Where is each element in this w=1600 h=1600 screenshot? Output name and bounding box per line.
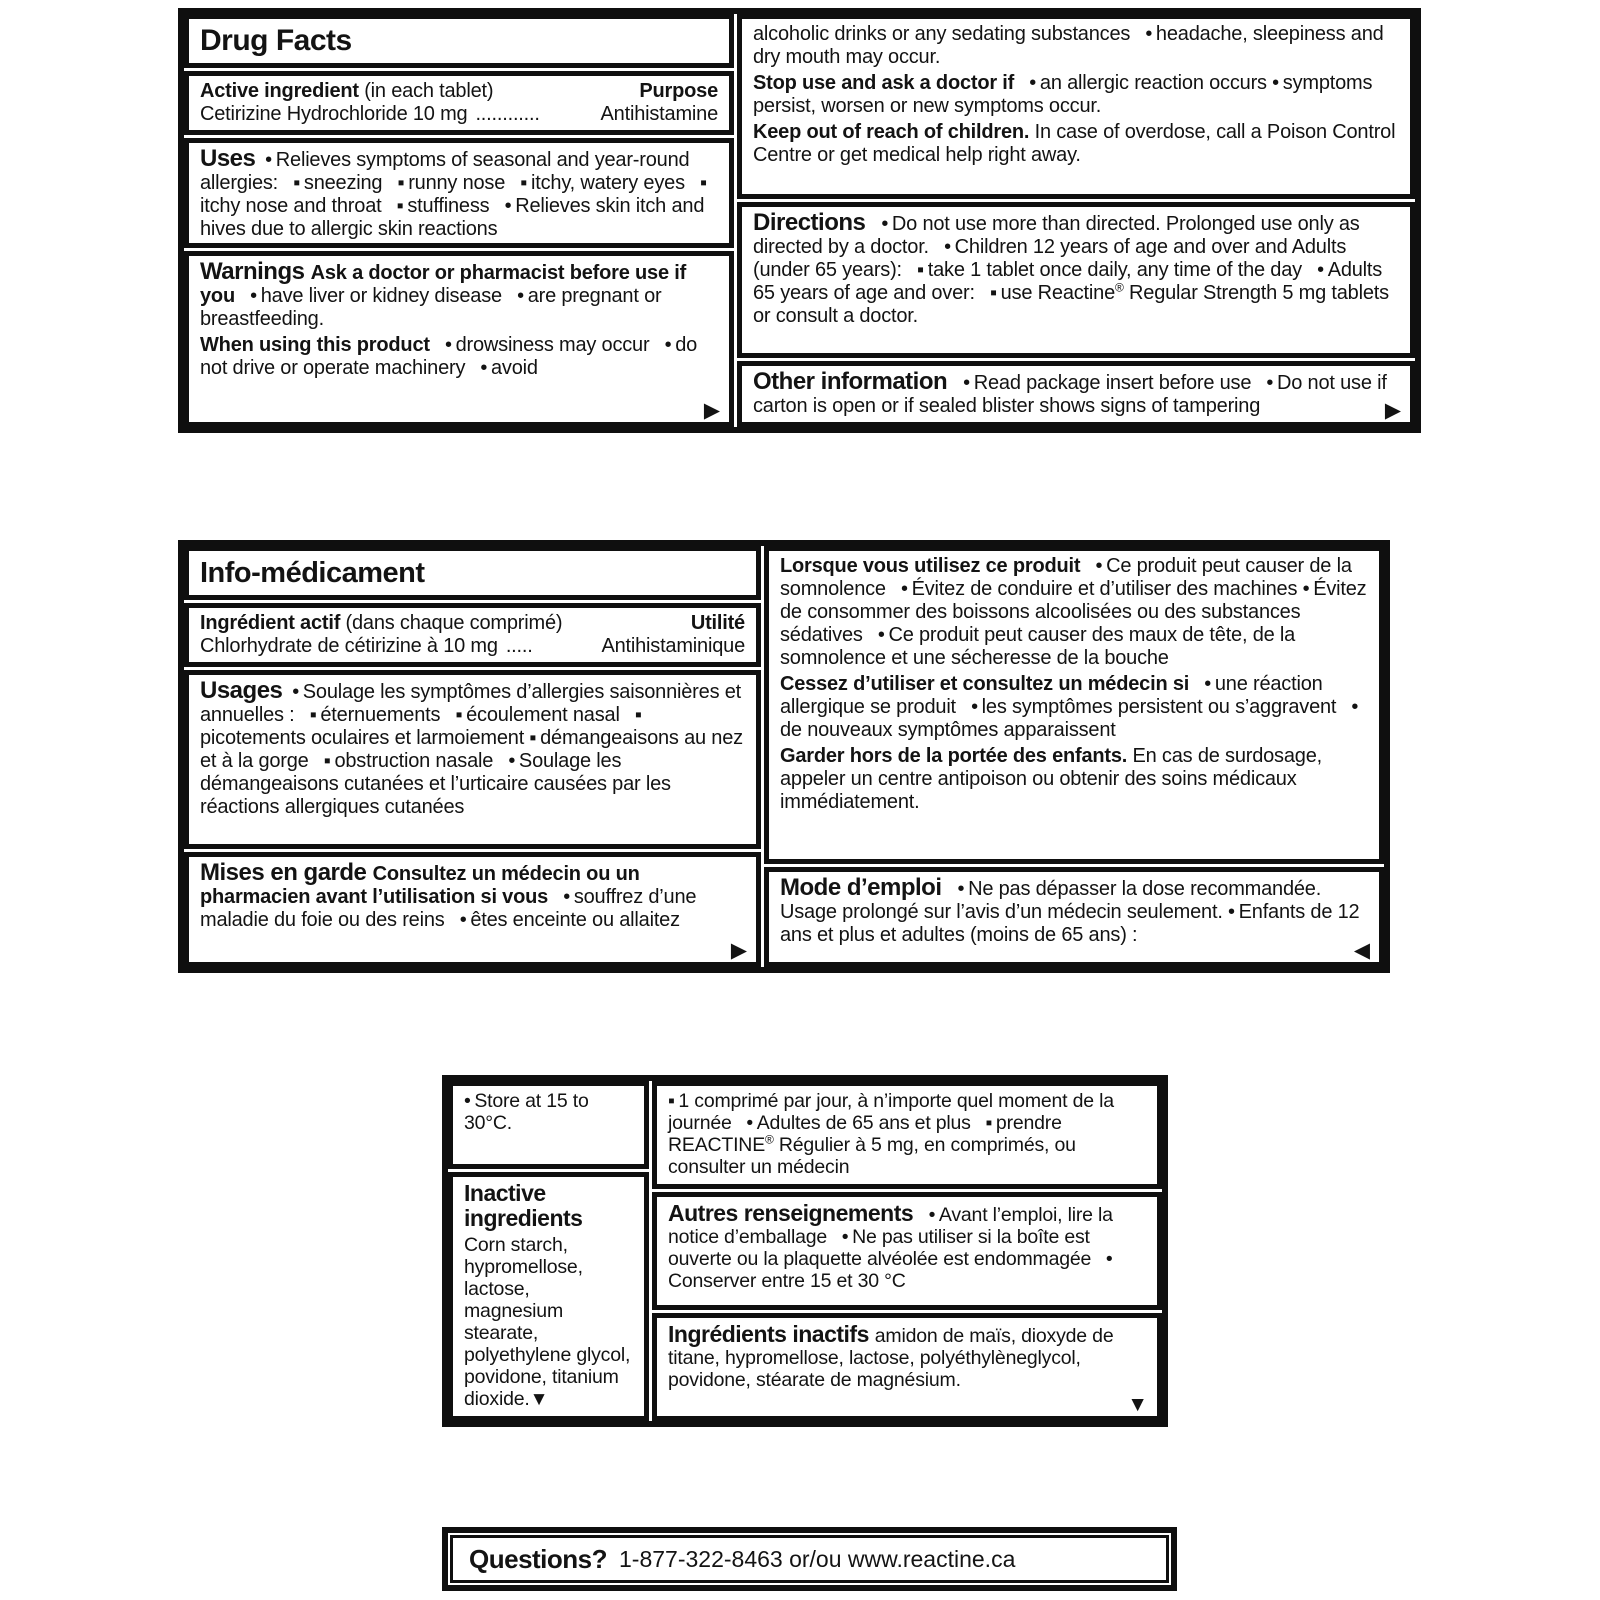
drug-facts-title: Drug Facts [200,24,352,57]
other-information-box [737,361,1415,427]
mises-en-garde-text: Mises en garde Consultez un médecin ou un pharmacien avant l’utilisation si vous • souffrez d’une maladie du foie ou des reins • êtes enceinte ou allaitez [200,859,697,931]
mises-en-garde-continued-box [764,546,1384,864]
continue-right-arrow-icon: ▶ [1384,399,1401,422]
warnings-text: Warnings Ask a doctor or pharmacist before use if you • have liver or kidney disease • are pregnant or breastfeeding. [200,258,687,330]
usages-box [184,670,761,849]
leader-dots: ............ [475,103,540,125]
info-medicament-title-box [184,546,761,600]
keep-out-of-reach-text: Keep out of reach of children. In case of overdose, call a Poison Control Centre or get medical help right away. [753,121,1396,166]
directions-box [737,202,1415,358]
drug-facts-title-box [184,14,734,68]
ingredients-inactifs-text: Ingrédients inactifs amidon de maïs, dioxyde de titane, hypromellose, lactose, polyéthylèneglycol, povidone, stéarate de magnésium. [668,1321,1114,1391]
storage-left-column [448,1081,649,1421]
storage-right-column [652,1081,1162,1421]
active-ingredient-box [184,71,734,135]
continue-down-arrow-icon: ▼ [1127,1393,1148,1416]
questions-bar [442,1527,1177,1591]
questions-contact: 1-877-322-8463 or/ou www.reactine.ca [619,1545,1016,1572]
mode-d-emploi-box [764,867,1384,967]
continue-down-arrow-icon: ▼ [529,1389,549,1410]
questions-bar-inner [450,1535,1169,1583]
cessez-d-utiliser-text: Cessez d’utiliser et consultez un médecin si • une réaction allergique se produit • les symptômes persistent ou s’aggravent • de nouveaux symptômes apparaissent [780,673,1363,741]
autres-renseignements-box [652,1192,1162,1310]
info-medicament-right-column [764,546,1384,967]
drug-facts-panel-en [178,8,1421,433]
inactive-ingredients-list [464,1234,633,1411]
ingredient-actif-label: Ingrédient actif (dans chaque comprimé) [200,612,563,634]
questions-label: Questions? [469,1543,608,1574]
drug-facts-left-column [184,14,734,427]
ingredient-actif-value: Chlorhydrate de cétirizine à 10 mg [200,635,498,657]
store-box [448,1081,649,1169]
directions-text: Directions • Do not use more than directed. Prolonged use only as directed by a doctor. • Children 12 years of age and over and Adults (under 65 years): ▪ take 1 tablet once daily, any time of the day • Adults 65 years of age and over: ▪ use Reactine® Regular Strength 5 mg tablets or consult a doctor. [753,209,1389,327]
usages-text: Usages • Soulage les symptômes d’allergies saisonnières et annuelles : ▪ éternuements ▪ écoulement nasal ▪ picotements oculaires et larmoiement ▪ démangeaisons au nez et à la gorge ▪ obstruction nasale • Soulage les démangeaisons cutanées et l’urticaire causées par les réactions allergiques cutanées [200,677,743,818]
purpose-label: Purpose [639,80,718,102]
leader-dots: ..... [505,635,533,657]
posologie-text: ▪ 1 comprimé par jour, à n’importe quel moment de la journée • Adultes de 65 ans et plus ▪ prendre REACTINE® Régulier à 5 mg, en comprimés, ou consulter un médecin [668,1090,1114,1178]
warnings-box [184,251,734,427]
uses-text: Uses • Relieves symptoms of seasonal and year-round allergies: ▪ sneezing ▪ runny nose ▪ itchy, watery eyes ▪ itchy nose and throat ▪ stuffiness • Relieves skin itch and hives due to allergic skin reactions [200,145,711,240]
posologie-continued-box [652,1081,1162,1189]
mode-d-emploi-text: Mode d’emploi • Ne pas dépasser la dose recommandée. Usage prolongé sur l’avis d’un médecin seulement. • Enfants de 12 ans et plus et adultes (moins de 65 ans) : [780,874,1360,946]
inactive-ingredients-text: Corn starch, hypromellose, lactose, magnesium stearate, polyethylene glycol, povidone, titanium dioxide. [464,1234,631,1410]
drug-facts-right-column [737,14,1415,427]
ingredient-actif-box [184,603,761,667]
inactive-ingredients-heading: Inactive ingredients [464,1180,583,1231]
continue-right-arrow-icon: ▶ [730,939,747,962]
autres-renseignements-text: Autres renseignements • Avant l’emploi, lire la notice d’emballage • Ne pas utiliser si la boîte est ouverte ou la plaquette alvéolée est endommagée • Conserver entre 15 et 30 °C [668,1200,1117,1292]
active-ingredient-label: Active ingredient (in each tablet) [200,80,494,102]
continue-right-arrow-icon: ▶ [703,399,720,422]
garder-hors-de-portee-text: Garder hors de la portée des enfants. En cas de surdosage, appeler un centre antipoison ou obtenir des soins médicaux immédiatement. [780,745,1322,813]
purpose-value: Antihistamine [600,103,718,125]
inactive-ingredients-box [448,1172,649,1421]
lorsque-vous-utilisez-text: Lorsque vous utilisez ce produit • Ce produit peut causer de la somnolence • Évitez de conduire et d’utiliser des machines • Évitez de consommer des boissons alcoolisées ou des substances sédatives • Ce produit peut causer des maux de tête, de la somnolence et une sécheresse de la bouche [780,555,1367,669]
warnings-continued-box [737,14,1415,199]
utilite-value: Antihistaminique [601,635,745,657]
storage-panel [442,1075,1168,1427]
ingredients-inactifs-box [652,1313,1162,1421]
other-information-text: Other information • Read package insert before use • Do not use if carton is open or if sealed blister shows signs of tampering [753,368,1387,417]
store-text: • Store at 15 to 30°C. [464,1090,589,1134]
info-medicament-panel-fr [178,540,1390,973]
active-ingredient-value: Cetirizine Hydrochloride 10 mg [200,103,468,125]
info-medicament-left-column [184,546,761,967]
continue-left-arrow-icon: ◀ [1353,939,1370,962]
warnings-continued-text: alcoholic drinks or any sedating substances • headache, sleepiness and dry mouth may occur. [753,23,1384,68]
mises-en-garde-box [184,852,761,967]
utilite-label: Utilité [690,612,745,634]
stop-use-text: Stop use and ask a doctor if • an allergic reaction occurs • symptoms persist, worsen or new symptoms occur. [753,72,1373,117]
info-medicament-title: Info-médicament [200,557,425,589]
when-using-text: When using this product • drowsiness may occur • do not drive or operate machinery • avoid [200,334,698,379]
uses-box [184,138,734,248]
